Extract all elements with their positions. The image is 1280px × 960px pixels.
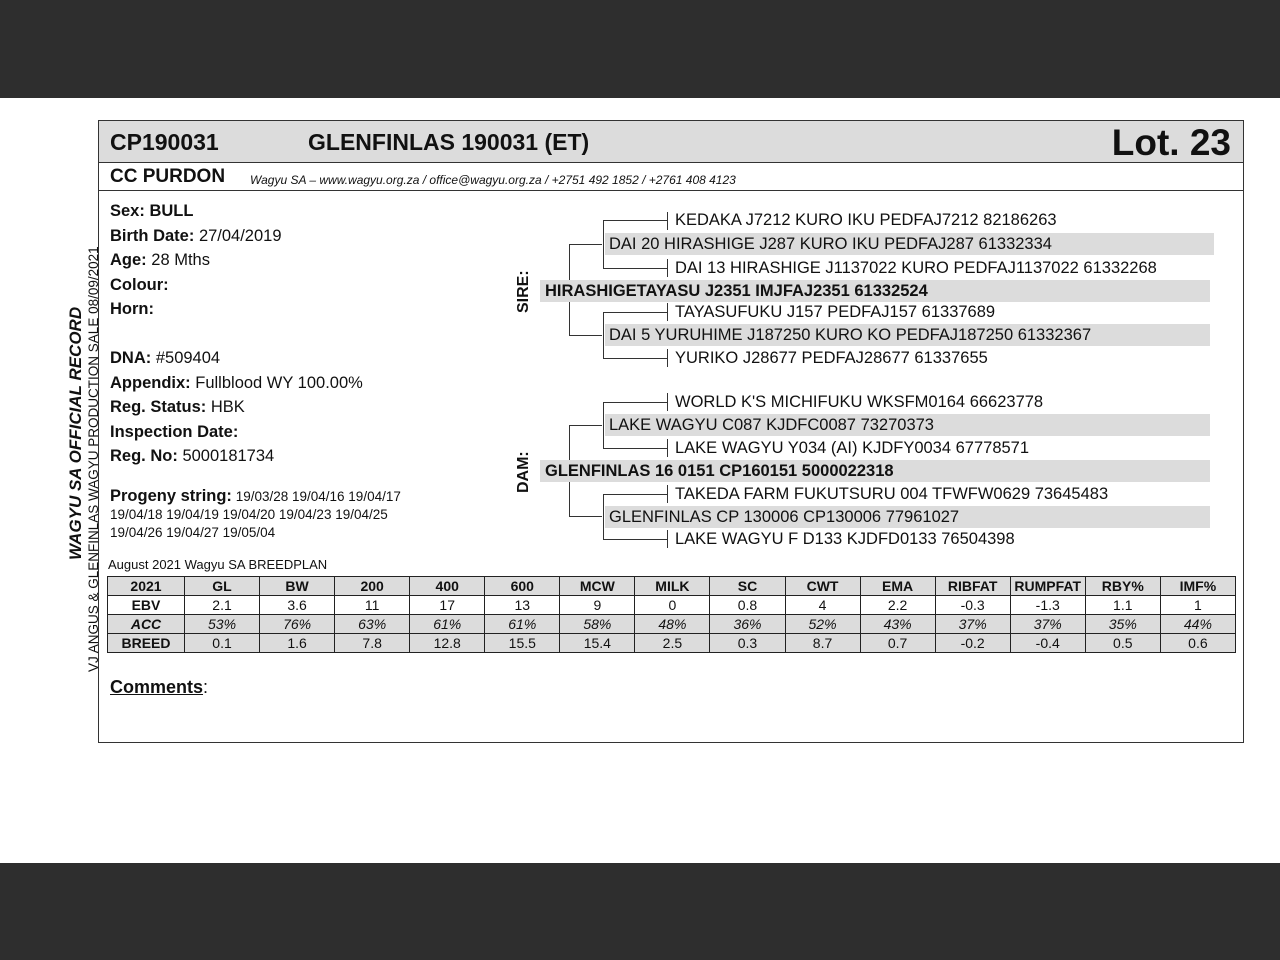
animal-name: GLENFINLAS 190031 (ET) xyxy=(308,129,590,155)
breedplan-cell: 8.7 xyxy=(785,634,860,653)
breedplan-cell: 3.6 xyxy=(260,596,335,615)
pedigree-dsd: LAKE WAGYU Y034 (AI) KJDFY0034 67778571 xyxy=(675,439,1030,457)
appendix-field: Appendix: Fullblood WY 100.00% xyxy=(110,374,363,392)
pedigree-dss: WORLD K'S MICHIFUKU WKSFM0164 66623778 xyxy=(675,393,1044,411)
breedplan-cell: -0.3 xyxy=(935,596,1010,615)
pedigree-sd: DAI 5 YURUHIME J187250 KURO KO PEDFAJ187250 61332367 xyxy=(605,324,1210,346)
inspection-date-field: Inspection Date: xyxy=(110,423,239,441)
breedplan-cell: 0.3 xyxy=(710,634,785,653)
sale-name-label: VJ ANGUS & GLENFINLAS WAGYU PRODUCTION SALE 08/09/2021 xyxy=(86,246,101,672)
comments-section: Comments: xyxy=(110,677,209,697)
lot-number: Lot. 23 xyxy=(1111,122,1231,163)
pedigree-dds: TAKEDA FARM FUKUTSURU 004 TFWFW0629 73645483 xyxy=(675,485,1109,503)
breedplan-title: August 2021 Wagyu SA BREEDPLAN xyxy=(108,557,328,572)
breedplan-cell: 15.4 xyxy=(560,634,635,653)
pedigree-dd: GLENFINLAS CP 130006 CP130006 77961027 xyxy=(605,506,1210,528)
breedplan-row-acc xyxy=(108,615,1236,634)
breedplan-col-header: IMF% xyxy=(1160,577,1235,596)
progeny-string: Progeny string: 19/03/28 19/04/16 19/04/17 19/04/18 19/04/19 19/04/20 19/04/23 19/04/25 19/04/26 19/04/27 19/05/04 xyxy=(110,487,401,540)
breedplan-year: 2021 xyxy=(108,577,185,596)
dam-label: DAM: xyxy=(515,451,532,493)
breedplan-cell: 36% xyxy=(710,615,785,634)
pedigree-ssd: DAI 13 HIRASHIGE J1137022 KURO PEDFAJ1137022 61332268 xyxy=(675,259,1157,277)
reg-status-value: HBK xyxy=(210,398,245,416)
breedplan-cell: 11 xyxy=(335,596,410,615)
breedplan-col-header: RUMPFAT xyxy=(1010,577,1085,596)
dna-value: #509404 xyxy=(155,349,221,367)
breedplan-cell: 0.6 xyxy=(1160,634,1235,653)
breedplan-row-ebv xyxy=(108,596,1236,615)
comments-label: Comments xyxy=(110,677,204,697)
breedplan-cell: 44% xyxy=(1160,615,1235,634)
birth-date-field: Birth Date: 27/04/2019 xyxy=(110,227,282,245)
breedplan-col-header: MCW xyxy=(560,577,635,596)
dna-field: DNA: #509404 xyxy=(110,349,221,367)
breedplan-cell: 48% xyxy=(635,615,710,634)
sex-value: BULL xyxy=(149,202,194,220)
top-letterbox-bar xyxy=(0,0,1280,98)
breedplan-row-breed xyxy=(108,634,1236,653)
breedplan-col-header: SC xyxy=(710,577,785,596)
pedigree-sss: KEDAKA J7212 KURO IKU PEDFAJ7212 82186263 xyxy=(675,211,1057,229)
breedplan-cell: -1.3 xyxy=(1010,596,1085,615)
reg-no-value: 5000181734 xyxy=(182,447,275,465)
sex-field: Sex: BULL xyxy=(110,202,194,220)
breedplan-row-label: ACC xyxy=(108,615,185,634)
breedplan-cell: 61% xyxy=(485,615,560,634)
pedigree-ds: LAKE WAGYU C087 KJDFC0087 73270373 xyxy=(605,414,1210,436)
breedplan-cell: 12.8 xyxy=(410,634,485,653)
sire-label: SIRE: xyxy=(515,270,532,313)
breedplan-cell: 35% xyxy=(1085,615,1160,634)
breedplan-cell: 53% xyxy=(185,615,260,634)
breedplan-cell: 37% xyxy=(1010,615,1085,634)
breedplan-cell: 0.8 xyxy=(710,596,785,615)
breedplan-cell: 52% xyxy=(785,615,860,634)
breedplan-cell: 2.2 xyxy=(860,596,935,615)
breedplan-cell: 1 xyxy=(1160,596,1235,615)
breedplan-cell: 1.1 xyxy=(1085,596,1160,615)
breedplan-cell: 63% xyxy=(335,615,410,634)
breedplan-cell: 2.1 xyxy=(185,596,260,615)
breedplan-col-header: 400 xyxy=(410,577,485,596)
appendix-value: Fullblood WY 100.00% xyxy=(195,374,363,392)
breedplan-col-header: RBY% xyxy=(1085,577,1160,596)
breedplan-cell: 1.6 xyxy=(260,634,335,653)
breedplan-cell: 0.1 xyxy=(185,634,260,653)
breedplan-row-label: BREED xyxy=(108,634,185,653)
pedigree-sdd: YURIKO J28677 PEDFAJ28677 61337655 xyxy=(675,349,988,367)
breedplan-col-header: GL xyxy=(185,577,260,596)
breedplan-cell: 9 xyxy=(560,596,635,615)
breedplan-header-row xyxy=(108,577,1236,596)
seller-row xyxy=(99,163,1243,191)
breedplan-cell: 37% xyxy=(935,615,1010,634)
lot-header xyxy=(99,121,1243,163)
reg-status-field: Reg. Status: HBK xyxy=(110,398,245,416)
contact-info: Wagyu SA – www.wagyu.org.za / office@wagyu.org.za / +2751 492 1852 / +2761 408 4123 xyxy=(250,173,736,187)
reg-no-field: Reg. No: 5000181734 xyxy=(110,447,275,465)
breedplan-cell: 0.5 xyxy=(1085,634,1160,653)
seller-name: CC PURDON xyxy=(110,166,226,187)
breedplan-cell: 76% xyxy=(260,615,335,634)
breedplan-col-header: CWT xyxy=(785,577,860,596)
breedplan-cell: 13 xyxy=(485,596,560,615)
breedplan-col-header: MILK xyxy=(635,577,710,596)
pedigree-dam: GLENFINLAS 16 0151 CP160151 5000022318 xyxy=(540,460,1210,482)
breedplan-cell: 4 xyxy=(785,596,860,615)
breedplan-cell: -0.4 xyxy=(1010,634,1085,653)
breedplan-cell: 0.7 xyxy=(860,634,935,653)
breedplan-col-header: 200 xyxy=(335,577,410,596)
breedplan-col-header: 600 xyxy=(485,577,560,596)
breedplan-table xyxy=(107,576,1236,653)
birth-date-value: 27/04/2019 xyxy=(198,227,282,245)
breedplan-cell: 2.5 xyxy=(635,634,710,653)
bottom-letterbox-bar xyxy=(0,863,1280,960)
breedplan-col-header: BW xyxy=(260,577,335,596)
breedplan-cell: 7.8 xyxy=(335,634,410,653)
breedplan-cell: 61% xyxy=(410,615,485,634)
breedplan-cell: 58% xyxy=(560,615,635,634)
pedigree-ddd: LAKE WAGYU F D133 KJDFD0133 76504398 xyxy=(675,530,1015,548)
colour-field: Colour: xyxy=(110,276,169,294)
breedplan-col-header: EMA xyxy=(860,577,935,596)
breedplan-cell: 17 xyxy=(410,596,485,615)
pedigree-sire: HIRASHIGETAYASU J2351 IMJFAJ2351 61332524 xyxy=(540,280,1210,302)
breedplan-cell: -0.2 xyxy=(935,634,1010,653)
pedigree-ss: DAI 20 HIRASHIGE J287 KURO IKU PEDFAJ287 61332334 xyxy=(605,233,1214,255)
official-record-label: WAGYU SA OFFICIAL RECORD xyxy=(66,306,85,560)
breedplan-cell: 15.5 xyxy=(485,634,560,653)
breedplan-cell: 0 xyxy=(635,596,710,615)
age-value: 28 Mths xyxy=(151,251,210,269)
breedplan-col-header: RIBFAT xyxy=(935,577,1010,596)
pedigree-sds: TAYASUFUKU J157 PEDFAJ157 61337689 xyxy=(675,303,996,321)
horn-field: Horn: xyxy=(110,300,154,318)
age-field: Age: 28 Mths xyxy=(110,251,210,269)
breedplan-row-label: EBV xyxy=(108,596,185,615)
breedplan-cell: 43% xyxy=(860,615,935,634)
animal-id: CP190031 xyxy=(110,129,219,155)
